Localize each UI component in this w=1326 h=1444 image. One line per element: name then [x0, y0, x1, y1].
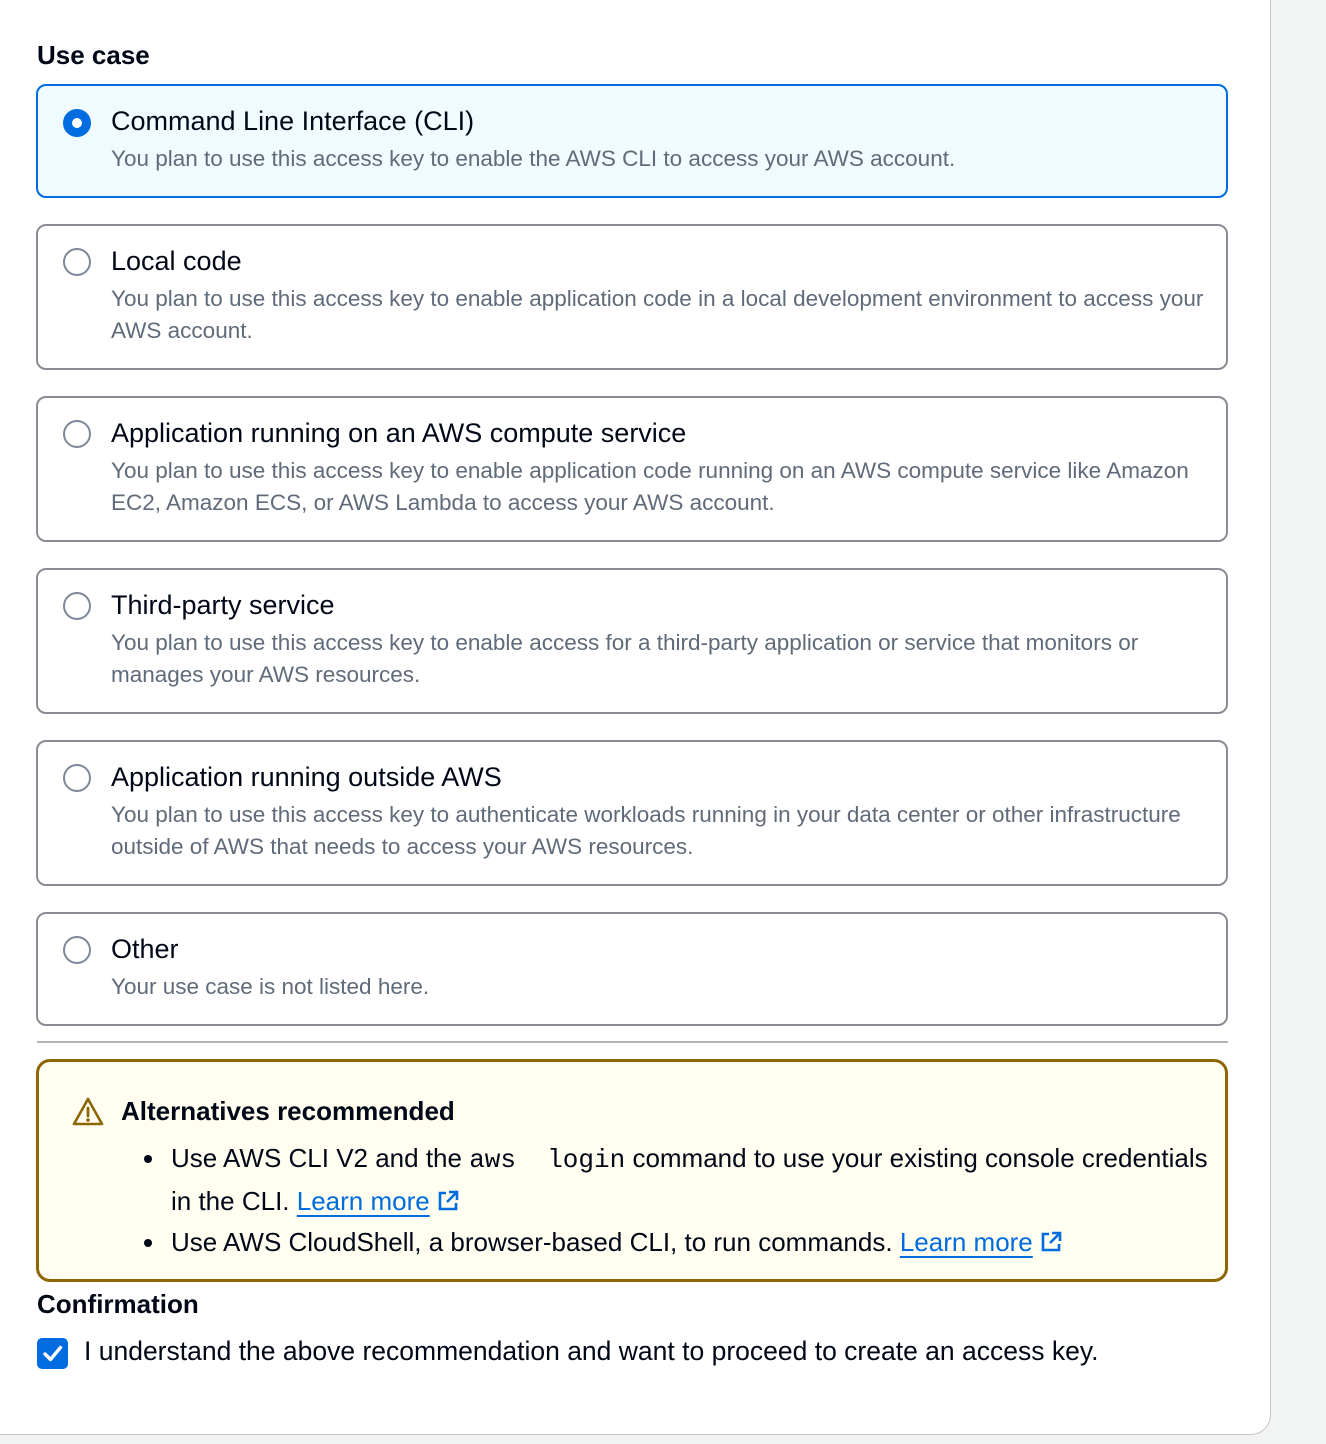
option-title: Command Line Interface (CLI): [111, 106, 475, 136]
option-outside-aws[interactable]: [36, 740, 1228, 886]
confirmation-label[interactable]: I understand the above recommendation and want to proceed to create an access key.: [84, 1336, 1099, 1366]
option-title: Application running on an AWS compute service: [111, 418, 687, 448]
option-title: Local code: [111, 246, 242, 276]
warning-icon: [72, 1096, 104, 1128]
alert-item-cloudshell: [139, 1222, 1209, 1263]
radio-aws-compute[interactable]: [63, 420, 91, 448]
alert-list: [139, 1138, 1209, 1263]
option-description: You plan to use this access key to enable application code running on an AWS compute service like Amazon EC2, Amazon ECS, or AWS Lambda to access your AWS account.: [111, 458, 1189, 515]
option-description: You plan to use this access key to enable application code in a local development environment to access your AWS account.: [111, 286, 1204, 343]
use-case-heading: Use case: [37, 40, 150, 70]
option-title: Application running outside AWS: [111, 762, 502, 792]
option-description: You plan to use this access key to enable the AWS CLI to access your AWS account.: [111, 146, 956, 171]
alert-text: Use AWS CLI V2 and the: [171, 1143, 470, 1173]
option-cli[interactable]: [36, 84, 1228, 198]
alert-title: Alternatives recommended: [121, 1096, 455, 1126]
option-title: Other: [111, 934, 179, 964]
alternatives-alert: [36, 1059, 1228, 1282]
link-label: Learn more: [296, 1186, 430, 1216]
radio-third-party[interactable]: [63, 592, 91, 620]
radio-cli[interactable]: [63, 109, 91, 137]
learn-more-link-cli[interactable]: [297, 1186, 460, 1216]
divider: [37, 1041, 1228, 1043]
option-third-party[interactable]: [36, 568, 1228, 714]
alert-text: command to use your existing console credentials in the CLI.: [171, 1143, 1208, 1216]
code-aws-login: aws login: [469, 1145, 626, 1175]
option-description: You plan to use this access key to enable access for a third-party application or service that monitors or manages your AWS resources.: [111, 630, 1139, 687]
external-link-icon: [436, 1189, 460, 1213]
alert-item-cli-login: [139, 1138, 1209, 1222]
learn-more-link-cloudshell[interactable]: [900, 1227, 1063, 1257]
option-aws-compute[interactable]: [36, 396, 1228, 542]
option-description: Your use case is not listed here.: [111, 974, 430, 999]
radio-local-code[interactable]: [63, 248, 91, 276]
confirmation-checkbox[interactable]: [37, 1338, 68, 1369]
link-label: Learn more: [899, 1227, 1033, 1257]
external-link-icon: [1039, 1230, 1063, 1254]
alert-text: Use AWS CloudShell, a browser-based CLI, to run commands.: [171, 1227, 900, 1257]
radio-outside-aws[interactable]: [63, 764, 91, 792]
option-description: You plan to use this access key to authenticate workloads running in your data center or other infrastructure outside of AWS that needs to access your AWS resources.: [111, 802, 1181, 859]
confirmation-heading: Confirmation: [37, 1289, 199, 1319]
option-other[interactable]: [36, 912, 1228, 1026]
checkmark-icon: [37, 1338, 68, 1369]
option-local-code[interactable]: [36, 224, 1228, 370]
radio-other[interactable]: [63, 936, 91, 964]
option-title: Third-party service: [111, 590, 335, 620]
